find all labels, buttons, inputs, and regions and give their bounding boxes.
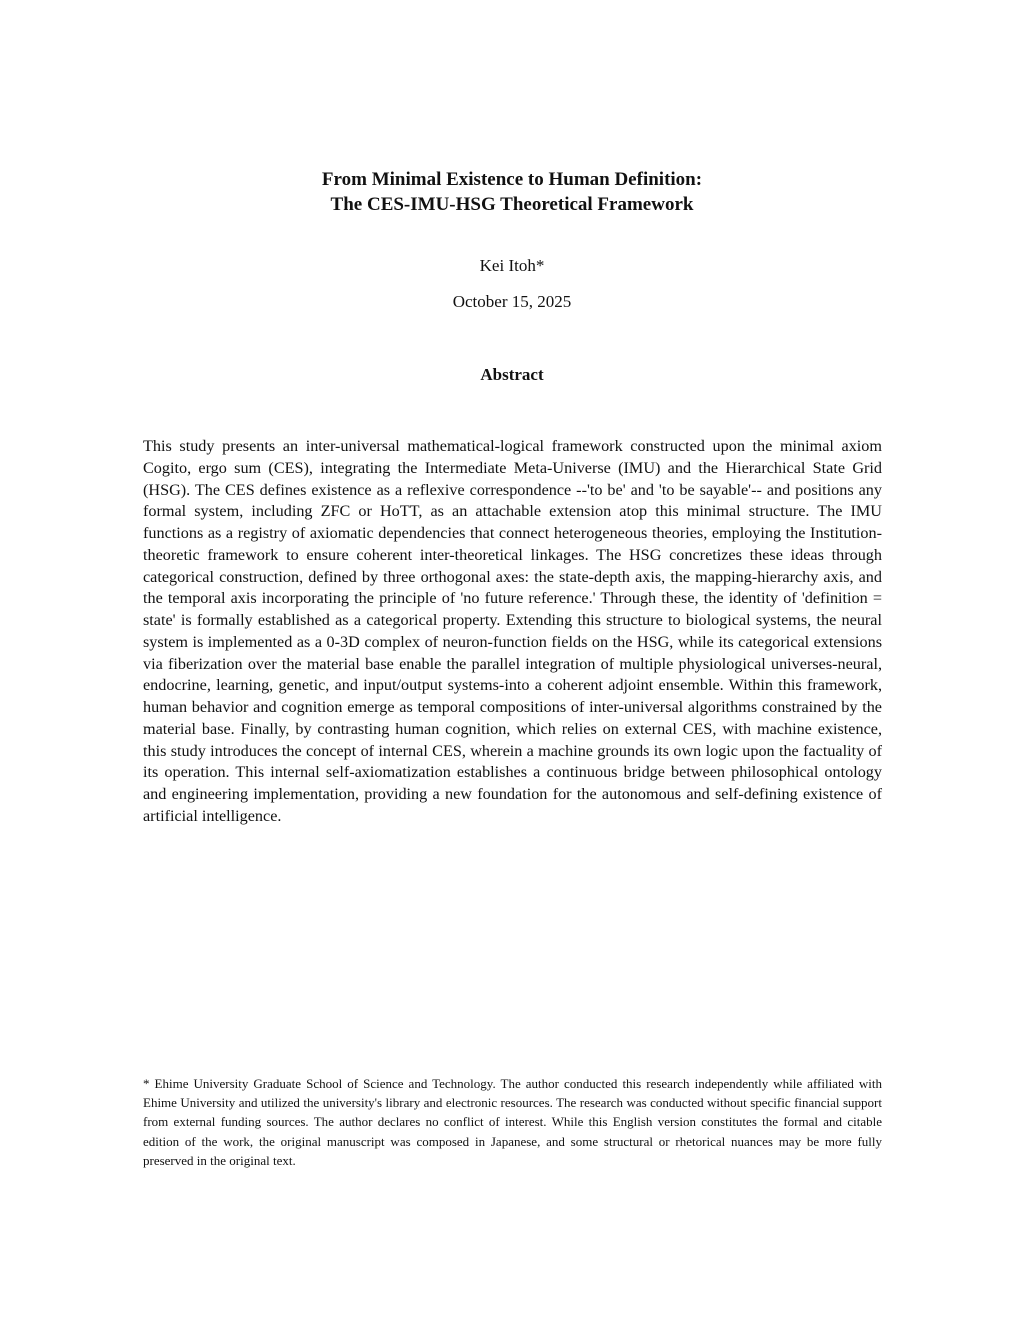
- paper-title: [0, 167, 1024, 217]
- title-line-2: The CES-IMU-HSG Theoretical Framework: [330, 194, 694, 215]
- author-name: Kei Itoh*: [479, 256, 545, 275]
- author-footnote: * Ehime University Graduate School of Science and Technology. The author conducted this research independently while affiliated with Ehime University and utilized the university's library and electronic resources. The research was conducted without specific financial support from external funding sources. The author declares no conflict of interest. While this English version constitutes the formal and citable edition of the work, the original manuscript was composed in Japanese, and some structural or rhetorical nuances may be more fully preserved in the original text.: [143, 1076, 882, 1168]
- title-line-1: From Minimal Existence to Human Definition:: [321, 169, 703, 190]
- publication-date: October 15, 2025: [452, 292, 572, 311]
- abstract-heading: Abstract: [480, 365, 544, 384]
- abstract-text: This study presents an inter-universal mathematical-logical framework constructed upon the minimal axiom Cogito, ergo sum (CES), integrating the Intermediate Meta-Universe (IMU) and the Hierarchical State Grid (HSG). The CES defines existence as a reflexive correspondence --'to be' and 'to be sayable'-- and positions any formal system, including ZFC or HoTT, as an attachable extension atop this minimal structure. The IMU functions as a registry of axiomatic dependencies that connect heterogeneous theories, employing the Institution-theoretic framework to ensure coherent inter-theoretical linkages. The HSG concretizes these ideas through categorical construction, defined by three orthogonal axes: the state-depth axis, the mapping-hierarchy axis, and the temporal axis incorporating the principle of 'no future reference.' Through these, the identity of 'definition = state' is formally established as a categorical property. Extending this structure to biological systems, the neural system is implemented as a 0-3D complex of neuron-function fields on the HSG, while its categorical extensions via fiberization over the material base enable the parallel integration of multiple physiological universes-neural, endocrine, learning, genetic, and input/output systems-into a coherent adjoint ensemble. Within this framework, human behavior and cognition emerge as temporal compositions of inter-universal algorithms constrained by the material base. Finally, by contrasting human cognition, which relies on external CES, with machine existence, this study introduces the concept of internal CES, wherein a machine grounds its own logic upon the factuality of its operation. This internal self-axiomatization establishes a continuous bridge between philosophical ontology and engineering implementation, providing a new foundation for the autonomous and self-defining existence of artificial intelligence.: [143, 437, 882, 825]
